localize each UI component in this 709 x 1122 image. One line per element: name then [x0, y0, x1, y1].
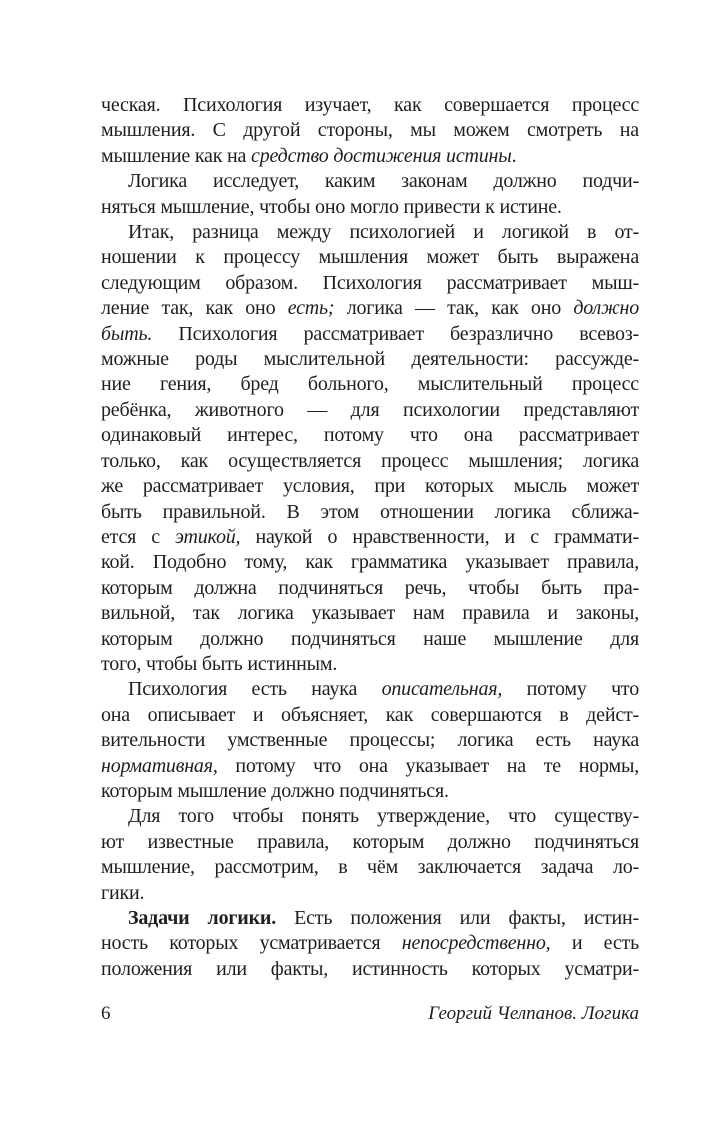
text-segment: этикой, — [175, 525, 241, 548]
text-segment: нормативная, — [101, 754, 218, 777]
text-segment: потому что она указывает на те нормы, — [217, 754, 639, 777]
text-line — [101, 804, 639, 829]
text-segment: следующим образом. Психология рассматривает мыш- — [101, 271, 639, 294]
text-segment: есть; — [287, 297, 335, 320]
text-segment: мышление как на — [101, 144, 252, 167]
text-segment: которым мышление должно подчиняться. — [101, 779, 449, 802]
page-number: 6 — [101, 1003, 111, 1024]
text-segment: ческая. Психология изучает, как совершается процесс — [101, 94, 639, 116]
text-line — [101, 449, 639, 474]
text-segment: няться мышление, чтобы оно могло привести к истине. — [101, 195, 562, 218]
text-segment: описательная, — [381, 678, 503, 701]
text-segment: ние гения, бред больного, мыслительный процесс — [101, 373, 639, 396]
text-segment: только, как осуществляется процесс мышления; логика — [101, 449, 639, 472]
text-segment: ют известные правила, которым должно подчиняться — [101, 830, 639, 853]
text-line — [101, 931, 639, 956]
text-segment: мышления. С другой стороны, мы можем смотреть на — [101, 119, 639, 142]
page-footer — [101, 1002, 639, 1026]
text-line — [101, 754, 639, 779]
text-segment: она описывает и объясняет, как совершаются в дейст- — [101, 703, 639, 726]
text-line — [101, 245, 639, 270]
text-line — [101, 423, 639, 448]
text-segment: кой. Подобно тому, как грамматика указывает правила, — [101, 551, 639, 574]
running-title: Георгий Челпанов. Логика — [428, 1003, 639, 1024]
text-segment: мышление, рассмотрим, в чём заключается задача ло- — [101, 856, 639, 879]
text-line — [101, 93, 639, 118]
text-segment: Задачи логики. — [128, 907, 277, 929]
text-line — [101, 957, 639, 982]
text-segment: ребёнка, животного — для психологии представляют — [101, 398, 639, 421]
text-segment: которым должна подчиняться речь, чтобы быть пра- — [101, 576, 639, 599]
text-segment: же рассматривает условия, при которых мысль может — [101, 475, 639, 498]
text-segment: средство достижения истины — [251, 144, 512, 167]
text-segment: того, чтобы быть истинным. — [101, 652, 338, 675]
text-segment: непосредственно, — [401, 932, 551, 955]
text-line — [101, 195, 639, 220]
text-line — [101, 347, 639, 372]
text-line — [101, 271, 639, 296]
text-segment: Логика исследует, каким законам должно подчи- — [128, 170, 639, 193]
text-segment: потому что — [502, 678, 640, 701]
text-segment: ность которых усматривается — [101, 932, 402, 955]
text-line — [101, 627, 639, 652]
text-segment: положения или факты, истинность которых усматри- — [101, 957, 639, 980]
text-segment: Итак, разница между психологией и логикой в от- — [128, 221, 639, 244]
text-line — [101, 677, 639, 702]
text-line — [101, 601, 639, 626]
text-line — [101, 906, 639, 931]
text-segment: Есть положения или факты, истин- — [276, 907, 639, 929]
text-line — [101, 525, 639, 550]
text-line — [101, 728, 639, 753]
text-line — [101, 652, 639, 677]
text-line — [101, 322, 639, 347]
text-segment: наукой о нравственности, и с граммати- — [240, 525, 639, 548]
text-line — [101, 855, 639, 880]
text-segment: . — [511, 144, 517, 167]
text-segment: можные роды мыслительной деятельности: рассужде- — [101, 348, 639, 371]
text-segment: быть. — [101, 322, 153, 345]
text-segment: ление так, как оно — [101, 297, 288, 320]
text-segment: и есть — [550, 932, 639, 955]
text-segment: вильной, так логика указывает нам правила и законы, — [101, 602, 639, 625]
text-line — [101, 372, 639, 397]
text-line — [101, 500, 639, 525]
text-segment: которым должно подчиняться наше мышление для — [101, 627, 639, 650]
text-segment: одинаковый интерес, потому что она рассматривает — [101, 424, 639, 447]
text-segment: логика — так, как оно — [334, 297, 574, 320]
text-line — [101, 779, 639, 804]
text-line — [101, 398, 639, 423]
text-segment: быть правильной. В этом отношении логика сближа- — [101, 500, 639, 523]
text-segment: ется с — [101, 525, 176, 548]
text-segment: должно — [573, 297, 639, 320]
text-segment: ношении к процессу мышления может быть выражена — [101, 246, 639, 269]
text-line — [101, 220, 639, 245]
text-segment: вительности умственные процессы; логика есть наука — [101, 729, 639, 752]
text-line — [101, 118, 639, 143]
text-line — [101, 576, 639, 601]
text-segment: Для того чтобы понять утверждение, что существу- — [128, 805, 639, 828]
text-line — [101, 550, 639, 575]
text-line — [101, 830, 639, 855]
text-line — [101, 296, 639, 321]
text-segment: Психология рассматривает безразлично всевоз- — [152, 322, 639, 345]
text-segment: гики. — [101, 881, 145, 904]
text-segment: Психология есть наука — [128, 678, 382, 701]
text-line — [101, 474, 639, 499]
text-line — [101, 144, 639, 169]
text-line — [101, 169, 639, 194]
text-line — [101, 881, 639, 906]
text-line — [101, 703, 639, 728]
page-text — [101, 93, 639, 982]
